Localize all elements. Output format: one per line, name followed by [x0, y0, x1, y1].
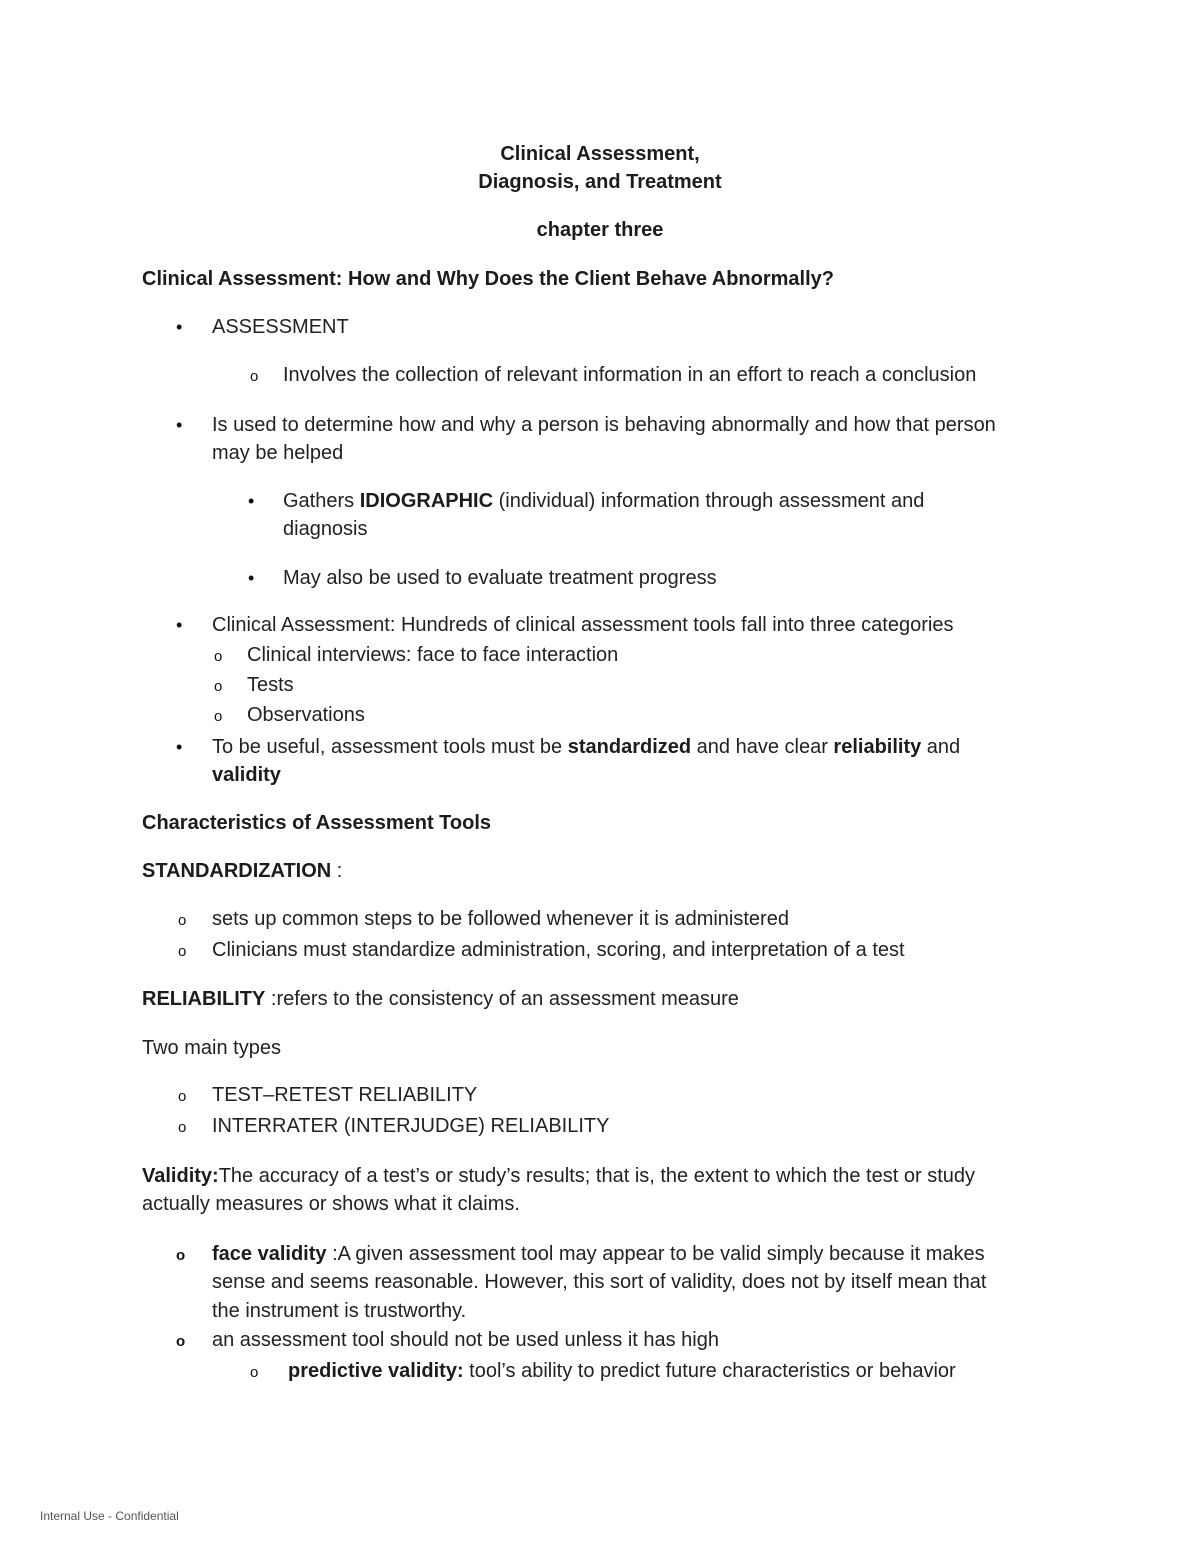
idiographic-prefix: Gathers — [283, 490, 360, 512]
sub-bullet-marker: o — [214, 648, 223, 665]
validity-text: The accuracy of a test’s or study’s results; that is, the extent to which the test or study — [218, 1165, 975, 1187]
idiographic-term: IDIOGRAPHIC — [359, 490, 494, 512]
bullet-marker: • — [248, 491, 255, 511]
sub-bullet-marker: o — [214, 708, 223, 725]
standardization-label: STANDARDIZATION — [142, 860, 332, 882]
reliability-definition — [142, 985, 739, 1013]
validity-definition-line-1 — [142, 1162, 975, 1190]
useful-suffix: and — [921, 736, 961, 758]
standardization-item: sets up common steps to be followed whenever it is administered — [212, 908, 789, 930]
bullet-marker: • — [176, 737, 183, 757]
face-validity-line-1 — [212, 1240, 985, 1268]
term-reliability: reliability — [833, 736, 922, 758]
bullet-marker: • — [176, 415, 183, 435]
predictive-validity-text: tool’s ability to predict future characteristics or behavior — [463, 1360, 956, 1382]
section-heading-clinical-assessment: Clinical Assessment: How and Why Does the Client Behave Abnormally? — [142, 268, 835, 290]
section-heading-characteristics: Characteristics of Assessment Tools — [142, 812, 492, 834]
predictive-validity-label: predictive validity: — [288, 1360, 464, 1382]
bullet-marker: • — [176, 615, 183, 635]
sub-bullet-marker: o — [250, 368, 259, 385]
sub-bullet-idiographic-line-2: diagnosis — [283, 518, 368, 540]
category-item: Clinical interviews: face to face interaction — [247, 644, 619, 666]
category-item: Tests — [247, 674, 294, 696]
reliability-type-item: TEST–RETEST RELIABILITY — [212, 1084, 478, 1106]
idiographic-suffix: (individual) information through assessment and — [493, 490, 925, 512]
bullet-marker: • — [176, 317, 183, 337]
sub-bullet-idiographic — [283, 487, 924, 515]
sub-bullet-marker: o — [178, 1119, 187, 1136]
bullet-marker: • — [248, 568, 255, 588]
term-standardized: standardized — [567, 736, 692, 758]
standardization-colon: : — [331, 860, 343, 882]
face-validity-line-2: sense and seems reasonable. However, this sort of validity, does not by itself mean that — [212, 1271, 987, 1293]
sub-bullet-assessment-definition: Involves the collection of relevant information in an effort to reach a conclusion — [283, 364, 977, 386]
bullet-purpose-line-2: may be helped — [212, 442, 344, 464]
title-line-2: Diagnosis, and Treatment — [478, 171, 722, 193]
bullet-purpose-line-1: Is used to determine how and why a person is behaving abnormally and how that person — [212, 414, 996, 436]
bullet-useful-tools — [212, 733, 960, 761]
category-item: Observations — [247, 704, 365, 726]
confidentiality-footer: Internal Use - Confidential — [40, 1509, 179, 1523]
face-validity-label: face validity — [212, 1243, 327, 1265]
reliability-label: RELIABILITY — [142, 988, 266, 1010]
chapter-label: chapter three — [536, 219, 664, 241]
standardization-label-line — [142, 857, 342, 885]
term-validity: validity — [212, 764, 281, 786]
face-validity-text: :A given assessment tool may appear to be valid simply because it makes — [326, 1243, 985, 1265]
validity-definition-line-2: actually measures or shows what it claims. — [142, 1193, 520, 1215]
useful-prefix: To be useful, assessment tools must be — [212, 736, 568, 758]
useful-mid: and have clear — [691, 736, 834, 758]
title-line-1: Clinical Assessment, — [500, 143, 700, 165]
reliability-text: :refers to the consistency of an assessment measure — [265, 988, 739, 1010]
predictive-validity-item — [288, 1357, 956, 1385]
sub-bullet-marker: o — [178, 1088, 187, 1105]
sub-bullet-marker: o — [176, 1247, 186, 1264]
reliability-type-item: INTERRATER (INTERJUDGE) RELIABILITY — [212, 1115, 610, 1137]
standardization-item: Clinicians must standardize administration, scoring, and interpretation of a test — [212, 939, 905, 961]
high-validity-requirement: an assessment tool should not be used unless it has high — [212, 1329, 719, 1351]
bullet-assessment: ASSESSMENT — [212, 316, 349, 338]
sub-bullet-marker: o — [176, 1333, 186, 1350]
sub-bullet-marker: o — [178, 943, 187, 960]
bullet-three-categories: Clinical Assessment: Hundreds of clinical assessment tools fall into three categories — [212, 614, 954, 636]
validity-label: Validity: — [142, 1165, 219, 1187]
two-main-types: Two main types — [142, 1037, 281, 1059]
sub-bullet-marker: o — [178, 912, 187, 929]
sub-bullet-treatment-progress: May also be used to evaluate treatment progress — [283, 567, 717, 589]
face-validity-line-3: the instrument is trustworthy. — [212, 1300, 467, 1322]
sub-bullet-marker: o — [214, 678, 223, 695]
sub-bullet-marker: o — [250, 1364, 259, 1381]
